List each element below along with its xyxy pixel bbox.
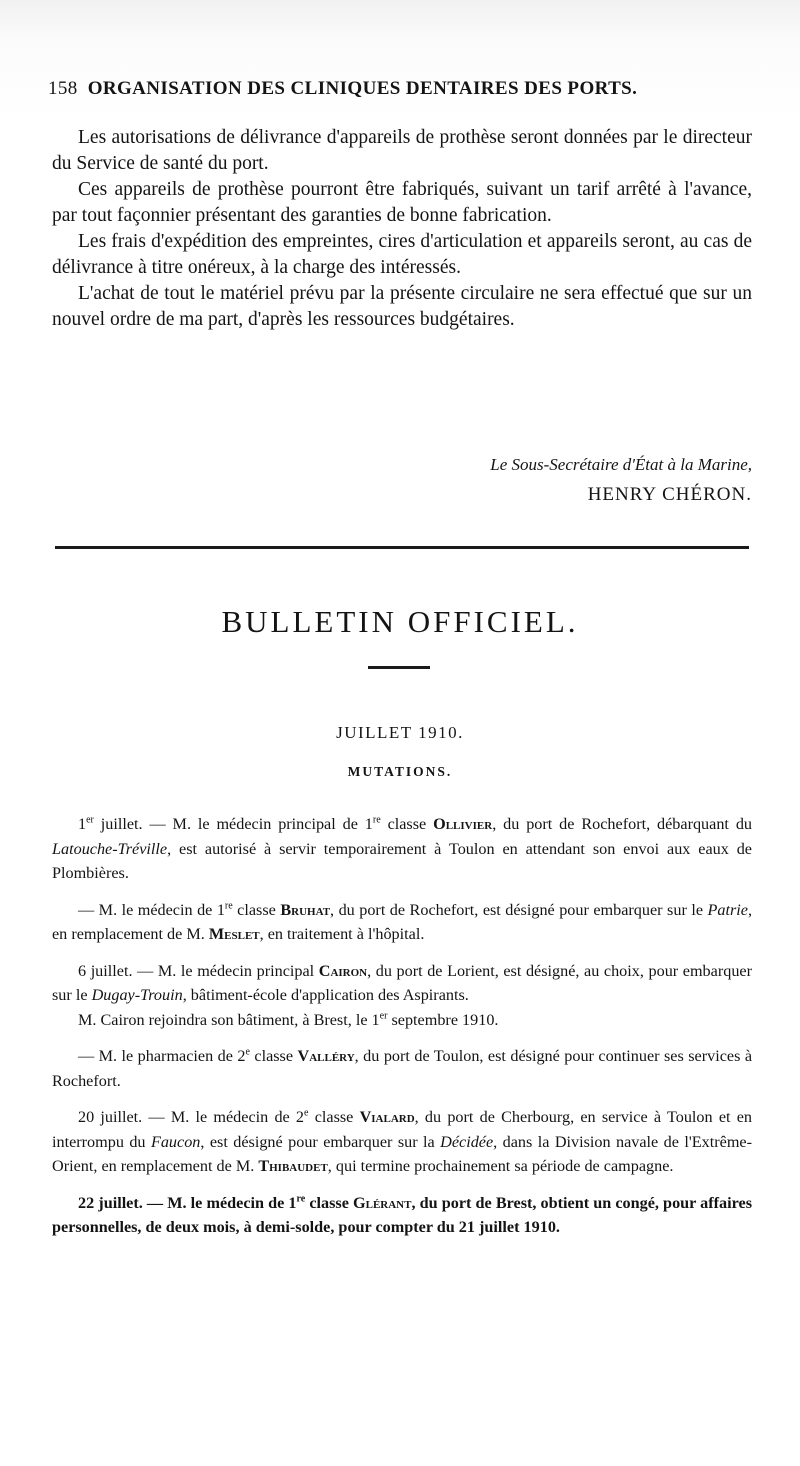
bulletin-title: BULLETIN OFFICIEL. [221,604,579,639]
signature-title: Le Sous-Secrétaire d'État à la Marine, [490,455,752,474]
paragraph: L'achat de tout le matériel prévu par la présente circulaire ne sera effectué que sur un nouvel ordre de ma part, d'après les ressources budgétaires. [52,283,752,330]
entry-text: — M. le médecin de 1 [78,900,225,919]
entry-text: , du port de Lorient, est désigné, au choix, pour embarquer sur le [52,961,752,1004]
mutation-entry [52,1191,752,1240]
superscript: re [372,814,381,826]
ship-name: Patrie [707,900,748,919]
entry-text: , du port de Toulon, est désigné pour continuer ses services à Rochefort. [52,1047,753,1090]
entry-text: 20 juillet. — M. le médecin de 2 [78,1108,305,1126]
entry-text: , est autorisé à servir temporairement à Toulon en attendant son envoi aux eaux de Plombières. [52,839,752,882]
running-head [48,78,748,100]
section-heading: MUTATIONS. [347,764,453,779]
person-name: Meslet [208,925,260,943]
entry-text: , qui termine prochainement sa période de campagne. [327,1157,674,1175]
entry-text: , est désigné pour embarquer sur la [200,1132,441,1151]
paragraph: Les autorisations de délivrance d'appareils de prothèse seront données par le directeur du Service de santé du port. [52,127,752,174]
page-number: 158 [48,78,78,99]
mutation-entry [52,959,752,1033]
entry-text: M. Cairon rejoindra son bâtiment, à Brest, le 1 [78,1010,380,1029]
entry-text: classe [232,900,281,919]
entry-text: 22 juillet. — M. le médecin de 1 [78,1193,297,1212]
entry-text: , dans la Division navale de l'Extrême-Orient, en remplacement de M. [52,1132,752,1175]
entry-text: , en traitement à l'hôpital. [259,925,425,943]
superscript: er [86,814,94,826]
person-name: Bruhat [280,900,331,919]
mutation-entry [52,1044,752,1093]
entry-text: septembre 1910. [387,1010,499,1029]
person-name: Valléry [297,1047,355,1065]
person-name: Glérant [353,1193,412,1212]
signature-name: HENRY CHÉRON. [587,484,752,505]
mutations-list [52,812,752,1252]
mutation-entry [52,1105,752,1179]
person-name: Vialard [359,1108,415,1126]
person-name: Thibaudet [258,1157,328,1175]
entry-text: juillet. — M. le médecin principal de 1 [93,815,373,833]
entry-text: classe [249,1047,298,1065]
superscript: re [296,1193,306,1205]
bulletin-month: JUILLET 1910. [336,723,464,742]
entry-text: , du port de Brest, obtient un congé, pour affaires personnelles, de deux mois, à demi-solde, pour compter du 21 juillet 1910. [52,1193,753,1236]
running-head-title: ORGANISATION DES CLINIQUES DENTAIRES DES PORTS. [87,78,638,99]
ship-name: Faucon [150,1132,201,1151]
entry-text: , bâtiment-école d'application des Aspirants. [182,986,469,1004]
ship-name: Latouche-Tréville [52,839,168,858]
ship-name: Dugay-Trouin [91,986,183,1004]
person-name: Cairon [318,961,368,980]
paragraph: Les frais d'expédition des empreintes, cires d'articulation et appareils seront, au cas de délivrance à titre onéreux, à la charge des intéressés. [52,231,752,278]
entry-date: 1 [78,815,87,833]
title-underline [368,666,430,669]
entry-text: 6 juillet. — M. le médecin principal [78,961,319,980]
person-name: Ollivier [433,815,493,833]
mutation-entry [52,898,752,947]
section-divider [55,546,749,549]
entry-text: , du port de Rochefort, est désigné pour embarquer sur le [330,900,708,919]
circular-text [52,125,752,333]
superscript: er [379,1010,388,1022]
paragraph: Ces appareils de prothèse pourront être fabriqués, suivant un tarif arrêté à l'avance, par tout façonnier présentant des garanties de bonne fabrication. [52,179,752,226]
ship-name: Décidée [440,1132,494,1151]
superscript: e [304,1107,309,1119]
entry-text: , du port de Rochefort, débarquant du [492,815,753,833]
entry-text: , du port de Cherbourg, en service à Toulon et en interrompu du [52,1108,753,1151]
entry-text: — M. le pharmacien de 2 [78,1047,246,1065]
entry-text: , en remplacement de M. [52,900,752,943]
superscript: e [245,1046,250,1058]
mutation-entry [52,812,752,886]
entry-text: classe [308,1108,360,1126]
superscript: re [224,900,233,912]
entry-text: classe [380,815,434,833]
entry-text: classe [305,1193,354,1212]
